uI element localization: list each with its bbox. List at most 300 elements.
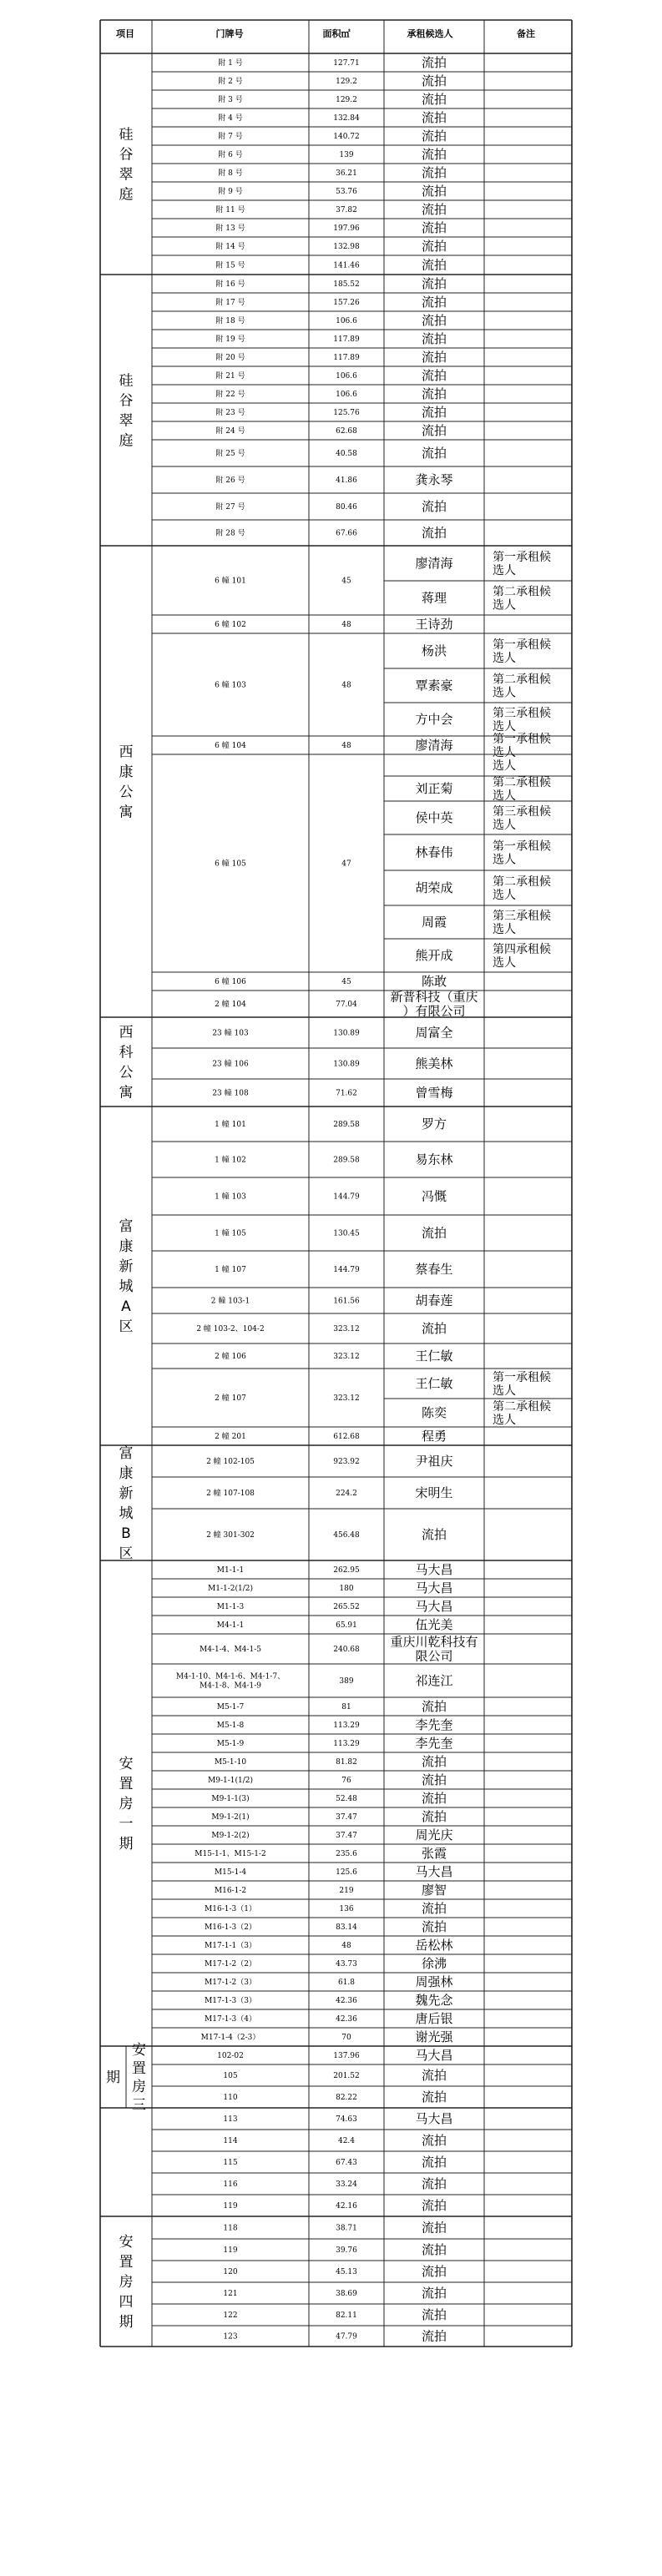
- area-value: 136: [339, 1905, 354, 1913]
- area-value: 81: [341, 1703, 351, 1711]
- door-number: 118: [223, 2224, 238, 2233]
- door-number: 2 幢 106: [215, 1353, 246, 1361]
- candidate-name: 熊开成: [415, 948, 453, 963]
- door-number: 附 19 号: [215, 335, 245, 344]
- door-number: M4-1-4、M4-1-5: [200, 1646, 261, 1654]
- project-name: 三: [132, 2097, 146, 2114]
- area-value: 923.92: [333, 1458, 360, 1466]
- candidate-name: 李先奎: [415, 1736, 453, 1751]
- candidate-name: 谢光强: [415, 2029, 453, 2044]
- candidate-name: 廖清海: [415, 556, 453, 571]
- project-name: 房: [132, 2079, 146, 2095]
- door-number: M1-1-3: [216, 1603, 245, 1611]
- door-number: 120: [223, 2268, 238, 2276]
- candidate-name: 覃素豪: [415, 678, 453, 693]
- door-number: M17-1-3（4）: [205, 2015, 256, 2024]
- area-value: 130.45: [333, 1229, 360, 1238]
- door-number: 121: [223, 2290, 238, 2298]
- project-name: A: [121, 1298, 131, 1315]
- door-number: 1 幢 101: [215, 1121, 246, 1129]
- candidate-name: 易东林: [415, 1152, 453, 1167]
- candidate-name: 尹祖庆: [415, 1454, 453, 1469]
- candidate-name: 流拍: [421, 2264, 447, 2279]
- area-value: 42.36: [336, 2015, 357, 2024]
- header-note: 备注: [517, 28, 535, 39]
- remark-text: 第三承租候: [493, 805, 551, 819]
- area-value: 42.36: [336, 1997, 357, 2005]
- candidate-name: 程勇: [421, 1429, 447, 1444]
- candidate-name: 流拍: [421, 92, 447, 107]
- candidate-name: 流拍: [421, 1772, 447, 1787]
- candidate-name: 流拍: [421, 1754, 447, 1769]
- area-value: 81.82: [336, 1758, 357, 1767]
- header-project: 项目: [116, 28, 134, 39]
- candidate-name: 侯中英: [415, 810, 453, 825]
- area-value: 161.56: [333, 1297, 360, 1306]
- door-number: 2 幢 301-302: [206, 1531, 255, 1540]
- candidate-name: 流拍: [421, 423, 447, 438]
- area-value: 37.47: [336, 1813, 357, 1822]
- candidate-name: 徐沸: [421, 1956, 447, 1971]
- project-name: 安: [119, 2234, 134, 2251]
- area-value: 129.2: [336, 78, 357, 86]
- candidate-name: 流拍: [421, 2176, 447, 2191]
- area-value: 323.12: [333, 1353, 360, 1361]
- area-value: 117.89: [333, 335, 360, 344]
- area-value: 45.13: [336, 2268, 357, 2276]
- project-name: 安: [132, 2042, 146, 2059]
- area-value: 240.68: [333, 1646, 360, 1654]
- door-number: M9-1-1(1/2): [208, 1777, 253, 1785]
- project-name: B: [121, 1525, 131, 1542]
- door-number: 1 幢 105: [215, 1229, 246, 1238]
- project-name: 庭: [119, 432, 134, 450]
- candidate-name: 胡春莲: [415, 1293, 453, 1308]
- area-value: 71.62: [336, 1089, 357, 1098]
- door-number: M17-1-2（2）: [205, 1960, 256, 1969]
- area-value: 185.52: [333, 280, 360, 289]
- candidate-name: 周光庆: [415, 1827, 453, 1843]
- candidate-name: 方中会: [415, 712, 453, 727]
- area-value: 201.52: [333, 2072, 360, 2080]
- remark-text: 选人: [493, 1414, 516, 1427]
- door-number: M5-1-7: [216, 1703, 245, 1711]
- remark-text: 第一承租候: [493, 839, 551, 854]
- project-name: 康: [119, 1465, 134, 1482]
- candidate-name: 流拍: [421, 2286, 447, 2301]
- remark-text: 第二承租候: [493, 776, 551, 789]
- door-number: 116: [223, 2180, 238, 2189]
- project-name: 城: [119, 1505, 134, 1522]
- project-name: 公: [119, 1064, 134, 1081]
- candidate-name: 流拍: [421, 446, 447, 461]
- area-value: 323.12: [333, 1394, 360, 1403]
- area-value: 612.68: [333, 1433, 360, 1441]
- area-value: 140.72: [333, 133, 360, 141]
- candidate-name: 流拍: [421, 2328, 447, 2344]
- door-number: M5-1-10: [214, 1758, 247, 1767]
- door-number: 附 20 号: [215, 354, 245, 362]
- project-name: 期: [119, 1836, 134, 1853]
- door-number: 110: [223, 2094, 238, 2102]
- door-number: 附 7 号: [218, 133, 243, 141]
- door-number: M16-1-2: [214, 1887, 247, 1895]
- project-name: 新: [119, 1485, 134, 1502]
- remark-text: 选人: [493, 853, 516, 867]
- project-name: 房: [119, 1796, 134, 1812]
- door-number: 附 22 号: [215, 391, 245, 399]
- candidate-name: 流拍: [421, 350, 447, 365]
- candidate-name: 魏先念: [415, 1993, 453, 2008]
- candidate-name: 限公司: [415, 1648, 453, 1664]
- area-value: 39.76: [336, 2246, 357, 2255]
- candidate-name: 刘正菊: [415, 781, 453, 796]
- area-value: 65.91: [336, 1621, 357, 1630]
- project-name: 城: [119, 1278, 134, 1295]
- project-name: 公: [119, 784, 134, 801]
- candidate-name: 蒋理: [421, 590, 447, 606]
- door-number: 附 14 号: [215, 243, 245, 251]
- door-number: M16-1-3（2）: [205, 1923, 256, 1932]
- candidate-name: 流拍: [421, 2068, 447, 2083]
- project-name: 区: [119, 1318, 134, 1335]
- area-value: 456.48: [333, 1531, 360, 1540]
- door-number: 附 11 号: [215, 206, 245, 214]
- candidate-name: 马大昌: [415, 2111, 453, 2126]
- remark-text: 选人: [493, 956, 516, 970]
- project-name: 谷: [119, 146, 134, 164]
- area-value: 323.12: [333, 1325, 360, 1333]
- area-value: 48: [341, 621, 351, 629]
- candidate-name: 王仁敏: [415, 1348, 453, 1364]
- area-value: 197.96: [333, 224, 360, 233]
- area-value: 180: [339, 1585, 354, 1593]
- door-number: M5-1-8: [216, 1722, 245, 1730]
- door-number: M1-1-2(1/2): [208, 1585, 253, 1593]
- candidate-name: 周霞: [421, 915, 447, 930]
- remark-text: 选人: [493, 746, 516, 759]
- area-value: 144.79: [333, 1266, 360, 1274]
- door-number: M9-1-2(1): [211, 1813, 250, 1822]
- door-number: 附 13 号: [215, 224, 245, 233]
- door-number: M1-1-1: [216, 1566, 245, 1575]
- door-number: M4-1-8、M4-1-9: [200, 1681, 261, 1691]
- door-number: M16-1-3（1）: [205, 1905, 256, 1913]
- area-value: 61.8: [337, 1979, 356, 1987]
- remark-text: 选人: [493, 564, 516, 577]
- candidate-name: 流拍: [421, 2307, 447, 2322]
- area-value: 130.89: [333, 1029, 360, 1038]
- door-number: 102-02: [217, 2052, 244, 2060]
- candidate-name: 宋明生: [415, 1485, 453, 1500]
- candidate-name: 岳松林: [415, 1938, 453, 1953]
- candidate-name: 流拍: [421, 1809, 447, 1824]
- candidate-name: 流拍: [421, 331, 447, 346]
- candidate-name: 流拍: [421, 147, 447, 162]
- area-value: 52.48: [336, 1795, 357, 1803]
- door-number: 2 幢 107: [215, 1394, 246, 1403]
- candidate-name: 马大昌: [415, 2048, 453, 2063]
- candidate-name: 周强林: [415, 1974, 453, 1989]
- candidate-name: 流拍: [421, 1321, 447, 1336]
- door-number: 附 2 号: [218, 78, 243, 86]
- project-name: 康: [119, 1238, 134, 1255]
- project-name: 四: [119, 2294, 134, 2311]
- door-number: 2 幢 104: [215, 1001, 246, 1009]
- candidate-name: 流拍: [421, 368, 447, 383]
- candidate-name: 李先奎: [415, 1717, 453, 1732]
- project-name: 置: [119, 2254, 134, 2271]
- area-value: 224.2: [336, 1490, 357, 1498]
- door-number: M17-1-2（3）: [205, 1979, 256, 1987]
- candidate-name: 流拍: [421, 2155, 447, 2170]
- candidate-name: 流拍: [421, 129, 447, 144]
- door-number: 附 27 号: [215, 503, 245, 512]
- project-name: 康: [119, 764, 134, 781]
- candidate-name: 马大昌: [415, 1580, 453, 1596]
- candidate-name: 流拍: [421, 1527, 447, 1542]
- area-value: 127.71: [333, 59, 360, 68]
- remark-text: 第四承租候: [493, 943, 551, 956]
- candidate-name: 流拍: [421, 1699, 447, 1714]
- remark-text: 选人: [493, 1384, 516, 1398]
- candidate-name: 廖清海: [415, 738, 453, 753]
- door-number: M4-1-1: [216, 1621, 245, 1630]
- candidate-name: 流拍: [421, 313, 447, 328]
- candidate-name: 马大昌: [415, 1599, 453, 1614]
- project-name: 硅: [119, 372, 134, 390]
- door-number: 113: [223, 2115, 238, 2124]
- area-value: 106.6: [336, 317, 357, 325]
- candidate-name: 王仁敏: [415, 1376, 453, 1391]
- door-number: M15-1-1、M15-1-2: [195, 1850, 266, 1858]
- remark-text: 第二承租候: [493, 673, 551, 687]
- area-value: 235.6: [336, 1850, 357, 1858]
- area-value: 125.76: [333, 409, 360, 417]
- candidate-name: 胡荣成: [415, 880, 453, 895]
- door-number: 附 16 号: [215, 280, 245, 289]
- door-number: M17-1-3（3）: [205, 1997, 256, 2005]
- door-number: 6 幢 103: [215, 681, 246, 690]
- door-number: 2 幢 103-1: [210, 1297, 250, 1306]
- candidate-name: 廖智: [421, 1883, 447, 1898]
- remark-text: 第二承租候: [493, 585, 551, 599]
- candidate-name: 流拍: [421, 239, 447, 254]
- project-name: 硅: [119, 126, 134, 144]
- area-value: 76: [341, 1777, 351, 1785]
- remark-text: 第一承租候: [493, 638, 551, 652]
- door-number: 附 21 号: [215, 372, 245, 381]
- candidate-name: 流拍: [421, 73, 447, 88]
- header-door: 门牌号: [215, 28, 244, 39]
- area-value: 106.6: [336, 372, 357, 381]
- area-value: 70: [341, 2034, 351, 2042]
- remark-text: 选人: [493, 889, 516, 902]
- door-number: 6 幢 101: [215, 577, 246, 586]
- door-number: 2 幢 103-2、104-2: [196, 1325, 265, 1333]
- door-number: 115: [223, 2159, 238, 2167]
- candidate-name: 流拍: [421, 1791, 447, 1806]
- project-name: 一: [119, 1816, 134, 1832]
- door-number: 23 幢 108: [212, 1089, 249, 1098]
- area-value: 67.43: [336, 2159, 357, 2167]
- door-number: 附 18 号: [215, 317, 245, 325]
- area-value: 45: [341, 978, 351, 986]
- project-name: 区: [119, 1545, 134, 1562]
- candidate-name: 新普科技（重庆: [390, 989, 478, 1005]
- area-value: 33.24: [336, 2180, 357, 2189]
- door-number: 6 幢 104: [215, 742, 246, 750]
- area-value: 67.66: [336, 529, 357, 538]
- project-name: 庭: [119, 186, 134, 204]
- door-number: M4-1-10、M4-1-6、M4-1-7、: [175, 1672, 286, 1681]
- remark-text: 选人: [493, 759, 516, 773]
- project-name: 期: [119, 2314, 134, 2331]
- door-number: 23 幢 103: [212, 1029, 249, 1038]
- candidate-name: 林春伟: [415, 844, 453, 860]
- area-value: 47: [341, 860, 351, 869]
- area-value: 137.96: [333, 2052, 360, 2060]
- area-value: 41.86: [336, 476, 357, 485]
- area-value: 45: [341, 577, 351, 586]
- door-number: 114: [223, 2137, 238, 2145]
- area-value: 132.84: [333, 114, 360, 123]
- candidate-name: 王诗劲: [415, 617, 453, 632]
- candidate-name: 熊美林: [415, 1056, 453, 1071]
- project-name: 西: [119, 744, 134, 761]
- remark-text: 第一承租候: [493, 733, 551, 746]
- door-number: 1 幢 107: [215, 1266, 246, 1274]
- header-area: 面积㎡: [322, 28, 351, 39]
- door-number: 1 幢 102: [215, 1156, 246, 1165]
- area-value: 82.22: [336, 2094, 357, 2102]
- remark-text: 选人: [493, 789, 516, 803]
- area-value: 219: [339, 1887, 354, 1895]
- door-number: 附 26 号: [215, 476, 245, 485]
- remark-text: 选人: [493, 652, 516, 665]
- door-number: 附 6 号: [218, 151, 243, 159]
- area-value: 125.6: [336, 1868, 357, 1877]
- project-name: 寓: [119, 804, 134, 821]
- candidate-name: 流拍: [421, 2090, 447, 2105]
- door-number: M5-1-9: [216, 1740, 245, 1748]
- area-value: 36.21: [336, 169, 357, 178]
- area-value: 37.47: [336, 1832, 357, 1840]
- candidate-name: 张霞: [421, 1846, 447, 1861]
- area-value: 62.68: [336, 427, 357, 436]
- area-value: 48: [341, 681, 351, 690]
- area-value: 117.89: [333, 354, 360, 362]
- door-number: 105: [223, 2072, 238, 2080]
- area-value: 37.82: [336, 206, 357, 214]
- candidate-name: 陈奕: [421, 1405, 447, 1420]
- candidate-name: 流拍: [421, 1225, 447, 1241]
- area-value: 74.63: [336, 2115, 357, 2124]
- candidate-name: 罗方: [421, 1117, 447, 1132]
- candidate-name: ）有限公司: [402, 1003, 466, 1019]
- candidate-name: 流拍: [421, 184, 447, 199]
- door-number: 119: [223, 2202, 238, 2211]
- remark-text: 第三承租候: [493, 707, 551, 720]
- door-number: 6 幢 102: [215, 621, 246, 629]
- candidate-name: 流拍: [421, 2133, 447, 2148]
- project-name: 新: [119, 1258, 134, 1275]
- candidate-name: 流拍: [421, 386, 447, 401]
- door-number: 2 幢 102-105: [206, 1458, 255, 1466]
- candidate-name: 蔡春生: [415, 1262, 453, 1277]
- candidate-name: 龚永琴: [415, 472, 453, 487]
- door-number: 附 8 号: [218, 169, 243, 178]
- candidate-name: 流拍: [421, 525, 447, 541]
- area-value: 132.98: [333, 243, 360, 251]
- candidate-name: 流拍: [421, 165, 447, 180]
- candidate-name: 流拍: [421, 202, 447, 217]
- door-number: M17-1-4（2-3）: [200, 2034, 260, 2042]
- door-number: 2 幢 201: [215, 1433, 246, 1441]
- area-value: 289.58: [333, 1121, 360, 1129]
- door-number: 附 3 号: [218, 96, 243, 104]
- area-value: 289.58: [333, 1156, 360, 1165]
- area-value: 130.89: [333, 1060, 360, 1069]
- remark-text: 选人: [493, 720, 516, 733]
- door-number: M9-1-1(3): [211, 1795, 250, 1803]
- candidate-name: 流拍: [421, 2198, 447, 2213]
- candidate-name: 流拍: [421, 55, 447, 70]
- remark-text: 选人: [493, 923, 516, 936]
- area-value: 139: [339, 151, 354, 159]
- area-value: 83.14: [336, 1923, 357, 1932]
- door-number: M9-1-2(2): [211, 1832, 250, 1840]
- project-name: 富: [119, 1218, 134, 1235]
- candidate-name: 流拍: [421, 257, 447, 273]
- door-number: 6 幢 106: [215, 978, 246, 986]
- door-number: 附 28 号: [215, 529, 245, 538]
- area-value: 53.76: [336, 188, 357, 196]
- project-name: 置: [132, 2060, 146, 2077]
- door-number: 附 15 号: [215, 261, 245, 270]
- remark-text: 选人: [493, 598, 516, 612]
- area-value: 48: [341, 1942, 351, 1950]
- area-value: 42.16: [336, 2202, 357, 2211]
- remark-text: 第一承租候: [493, 551, 551, 564]
- candidate-name: 伍光美: [415, 1617, 453, 1632]
- candidate-name: 杨洪: [421, 643, 447, 658]
- door-number: M17-1-1（3）: [205, 1942, 256, 1950]
- candidate-name: 流拍: [421, 276, 447, 291]
- remark-text: 第二承租候: [493, 875, 551, 889]
- area-value: 113.29: [333, 1740, 360, 1748]
- area-value: 157.26: [333, 299, 360, 307]
- area-value: 43.73: [336, 1960, 357, 1969]
- area-value: 82.11: [336, 2311, 357, 2320]
- candidate-name: 流拍: [421, 1901, 447, 1916]
- candidate-name: 周富全: [415, 1025, 453, 1041]
- door-number: 123: [223, 2332, 238, 2342]
- door-number: 6 幢 105: [215, 860, 246, 869]
- project-name: 期: [106, 2069, 120, 2086]
- candidate-name: 重庆川乾科技有: [390, 1634, 478, 1650]
- candidate-name: 流拍: [421, 295, 447, 310]
- area-value: 113.29: [333, 1722, 360, 1730]
- header-candidate: 承租候选人: [407, 28, 453, 39]
- candidate-name: 流拍: [421, 405, 447, 420]
- candidate-name: 流拍: [421, 499, 447, 514]
- project-name: 安: [119, 1756, 134, 1772]
- door-number: 23 幢 106: [212, 1060, 249, 1069]
- area-value: 77.04: [336, 1001, 357, 1009]
- door-number: M15-1-4: [214, 1868, 247, 1877]
- area-value: 42.4: [337, 2137, 356, 2145]
